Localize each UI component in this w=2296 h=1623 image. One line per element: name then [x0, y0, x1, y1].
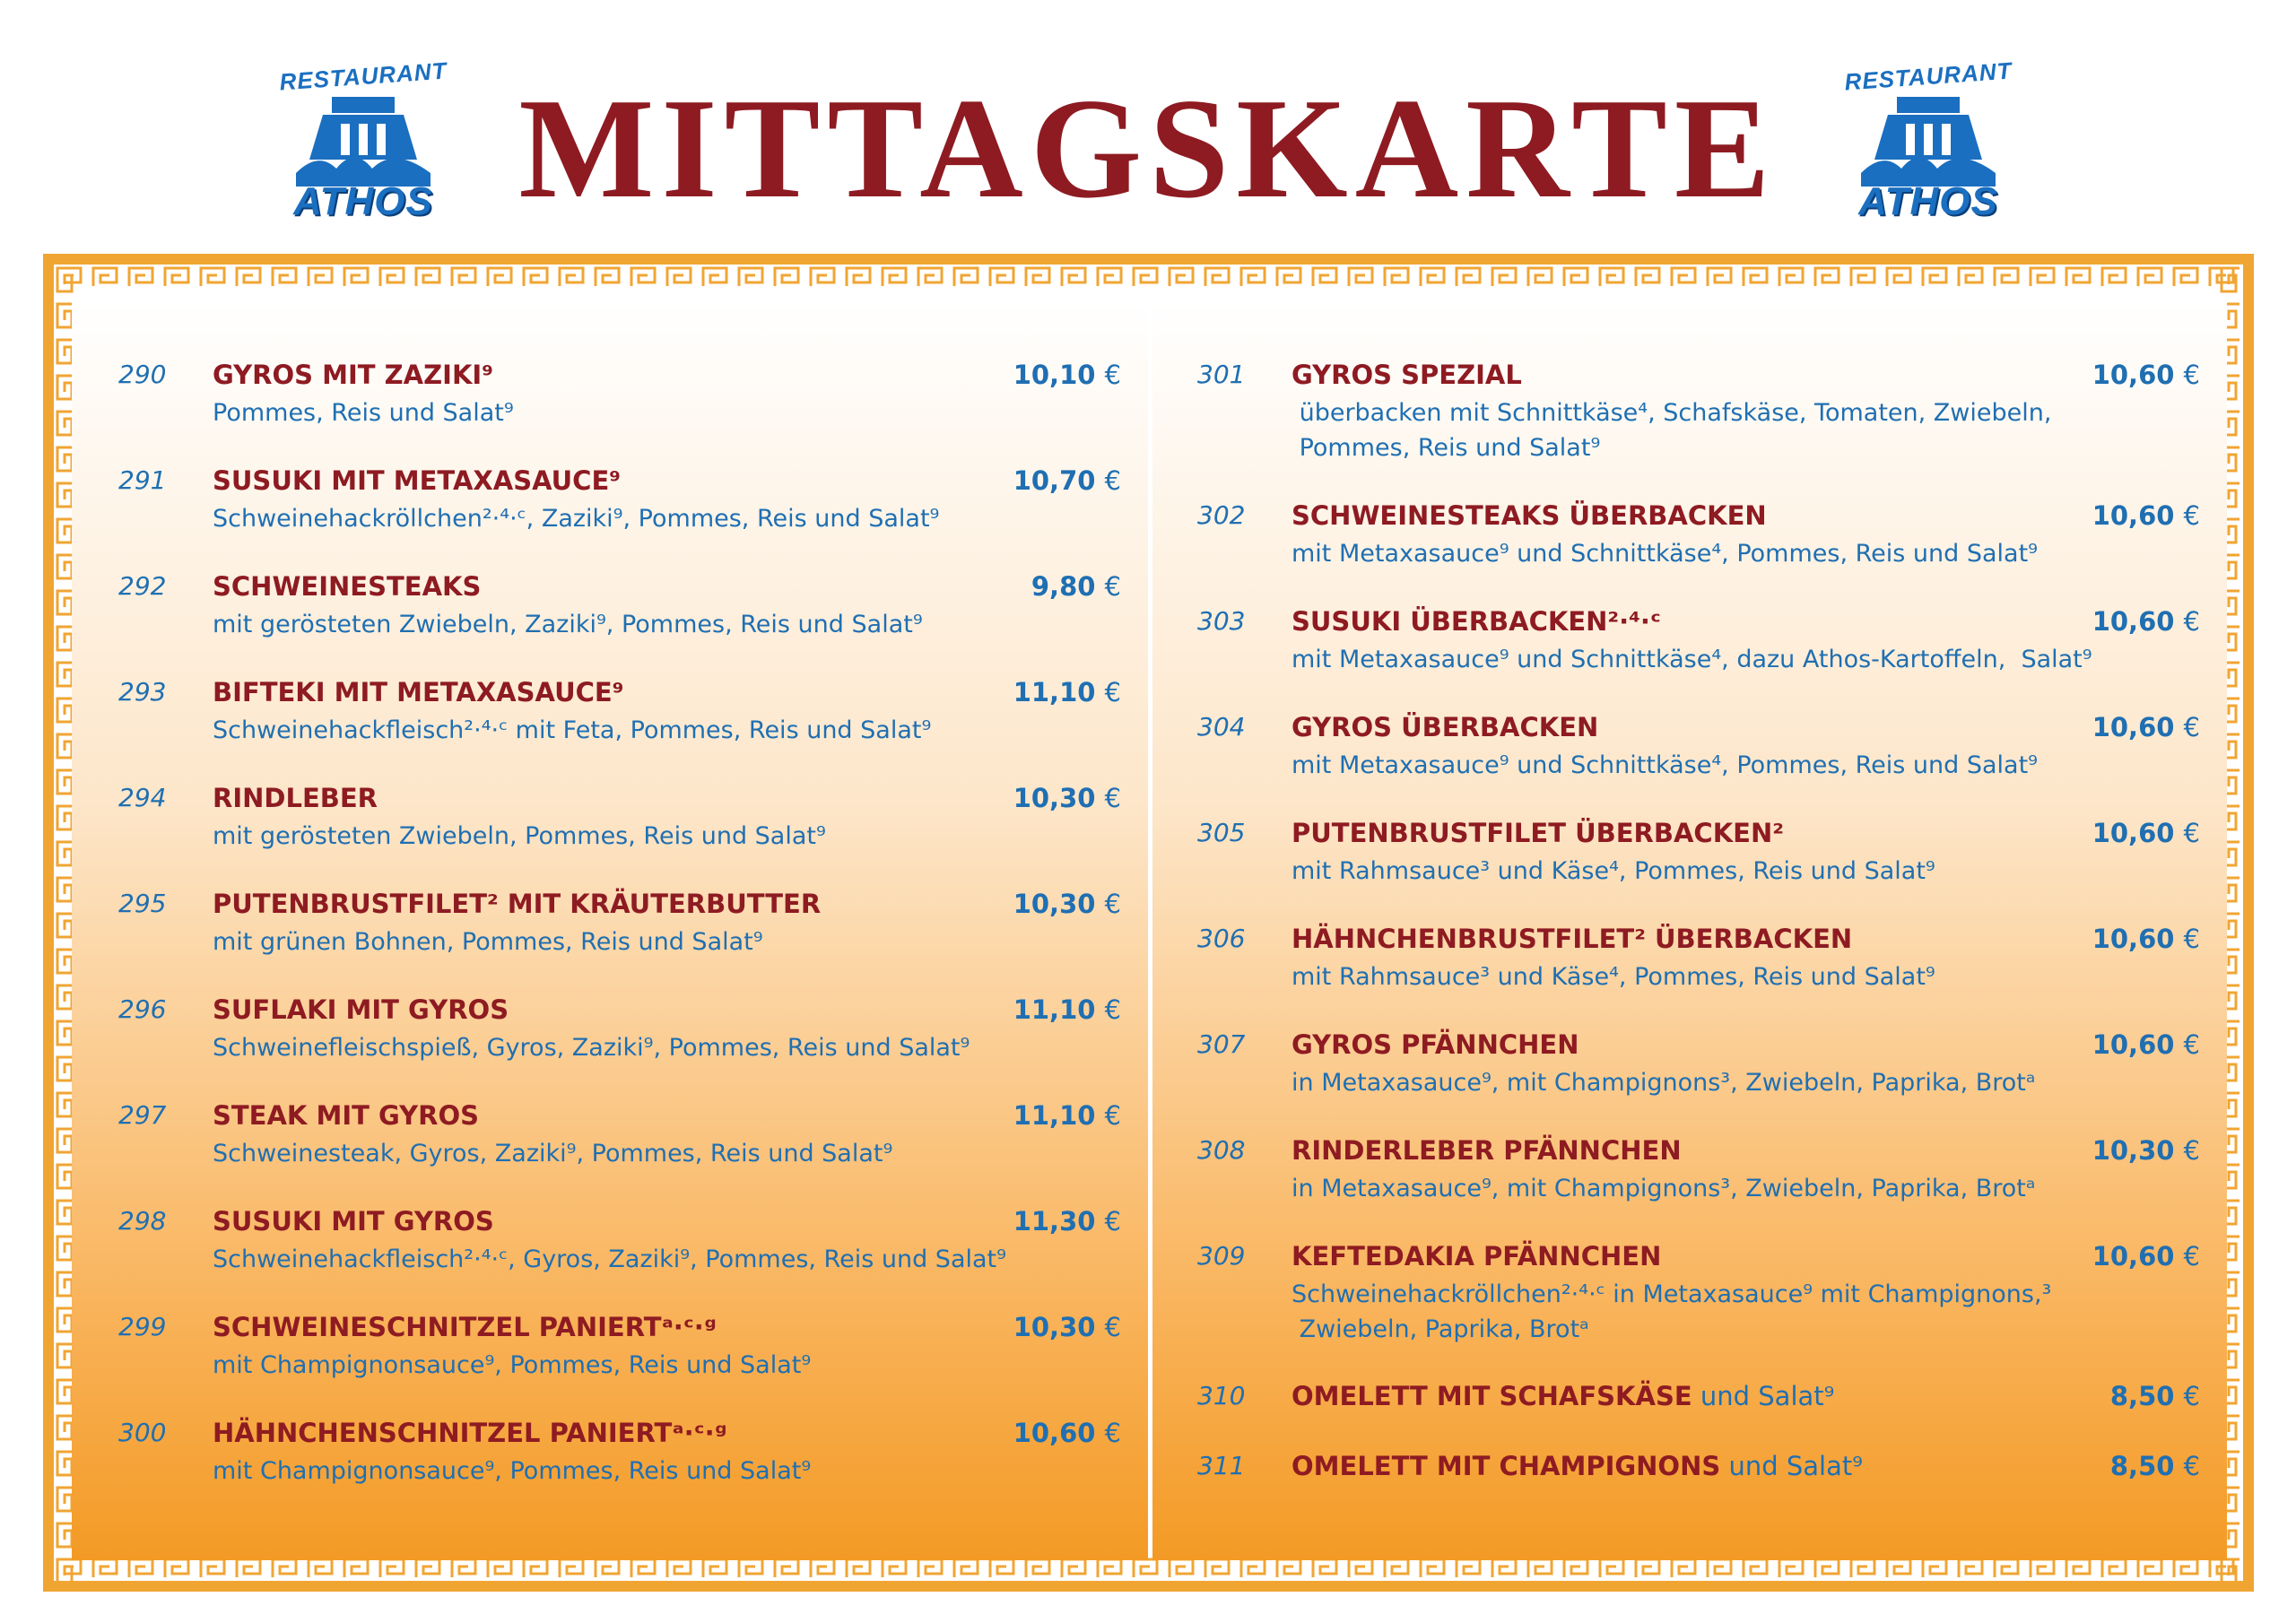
- item-description: mit Metaxasauce⁹ und Schnittkäse⁴, Pommes, Reis und Salat⁹: [1292, 540, 2039, 568]
- item-price: [1013, 465, 1121, 496]
- item-name-text: GYROS MIT ZAZIKI⁹: [213, 360, 493, 390]
- item-name: [213, 994, 509, 1025]
- item-name: [213, 465, 621, 496]
- menu-item: [118, 994, 1121, 1075]
- currency-symbol: €: [2183, 1241, 2200, 1271]
- currency-symbol: €: [2183, 1451, 2200, 1481]
- logo-bottom-text: ATHOS: [1858, 179, 1998, 223]
- item-name: [213, 1418, 727, 1448]
- price-value: 10,30: [2092, 1135, 2175, 1166]
- price-value: 11,30: [1013, 1206, 1096, 1237]
- item-description: Schweinehackfleisch²·⁴·ᶜ mit Feta, Pommes, Reis und Salat⁹: [213, 716, 932, 744]
- currency-symbol: €: [2183, 818, 2200, 848]
- item-name-text: PUTENBRUSTFILET ÜBERBACKEN²: [1292, 818, 1784, 848]
- price-value: 10,60: [1013, 1418, 1096, 1448]
- menu-item: [1197, 924, 2200, 1004]
- item-description: mit Metaxasauce⁹ und Schnittkäse⁴, Pommes, Reis und Salat⁹: [1292, 751, 2039, 779]
- item-description: mit gerösteten Zwiebeln, Zaziki⁹, Pommes, Reis und Salat⁹: [213, 611, 923, 638]
- currency-symbol: €: [2183, 1381, 2200, 1411]
- item-name: [1292, 1241, 1661, 1271]
- item-price: [1031, 571, 1121, 602]
- item-number: 306: [1197, 924, 1246, 953]
- price-value: 10,30: [1013, 783, 1096, 813]
- item-number: 311: [1197, 1451, 1246, 1480]
- item-price: [2092, 1029, 2200, 1060]
- menu-item: [118, 677, 1121, 758]
- menu-item: [118, 1206, 1121, 1287]
- currency-symbol: €: [2183, 1029, 2200, 1060]
- menu-item: [1197, 1029, 2200, 1110]
- item-name-text: STEAK MIT GYROS: [213, 1100, 480, 1131]
- item-description: mit Champignonsauce⁹, Pommes, Reis und Salat⁹: [213, 1457, 812, 1485]
- item-name: [1292, 818, 1784, 848]
- item-description: Pommes, Reis und Salat⁹: [1292, 434, 1601, 462]
- item-name: [213, 571, 481, 602]
- price-value: 10,60: [2092, 606, 2175, 637]
- item-name: [213, 1206, 494, 1237]
- item-number: 304: [1197, 712, 1246, 742]
- currency-symbol: €: [1104, 677, 1121, 707]
- currency-symbol: €: [1104, 1100, 1121, 1131]
- temple-icon: [291, 88, 435, 187]
- item-price: [2110, 1451, 2200, 1481]
- item-name: [213, 1100, 479, 1131]
- item-name-extra: und Salat⁹: [1720, 1451, 1863, 1481]
- restaurant-logo-left: [278, 56, 448, 224]
- item-description: mit gerösteten Zwiebeln, Pommes, Reis und Salat⁹: [213, 822, 826, 850]
- item-price: [1013, 1206, 1121, 1237]
- item-name-text: SCHWEINESCHNITZEL PANIERTᵃ·ᶜ·ᵍ: [213, 1312, 717, 1342]
- menu-item: [118, 1418, 1121, 1498]
- item-number: 301: [1197, 360, 1246, 389]
- currency-symbol: €: [1104, 465, 1121, 496]
- item-name: [213, 360, 493, 390]
- item-price: [1013, 360, 1121, 390]
- currency-symbol: €: [1104, 1312, 1121, 1342]
- item-name-text: HÄHNCHENSCHNITZEL PANIERTᵃ·ᶜ·ᵍ: [213, 1418, 727, 1448]
- item-name: [213, 1312, 717, 1342]
- item-price: [2092, 606, 2200, 637]
- price-value: 10,60: [2092, 818, 2175, 848]
- item-price: [2110, 1381, 2200, 1411]
- item-description: Schweinehackfleisch²·⁴·ᶜ, Gyros, Zaziki⁹, Pommes, Reis und Salat⁹: [213, 1245, 1006, 1273]
- price-value: 10,60: [2092, 712, 2175, 742]
- menu-item: [1197, 500, 2200, 581]
- item-name-text: GYROS PFÄNNCHEN: [1292, 1029, 1579, 1060]
- item-name-text: BIFTEKI MIT METAXASAUCE⁹: [213, 677, 624, 707]
- item-price: [2092, 924, 2200, 954]
- item-price: [2092, 1135, 2200, 1166]
- item-price: [1013, 783, 1121, 813]
- menu-item: [1197, 1135, 2200, 1216]
- price-value: 10,60: [2092, 924, 2175, 954]
- item-name: [1292, 1029, 1579, 1060]
- item-description: in Metaxasauce⁹, mit Champignons³, Zwiebeln, Paprika, Brotᵃ: [1292, 1175, 2036, 1202]
- currency-symbol: €: [2183, 924, 2200, 954]
- item-number: 290: [118, 360, 167, 389]
- page-title: MITTAGSKARTE: [518, 68, 1778, 228]
- item-number: 310: [1197, 1381, 1246, 1410]
- price-value: 11,10: [1013, 994, 1096, 1025]
- item-number: 307: [1197, 1029, 1246, 1059]
- item-name-text: SUFLAKI MIT GYROS: [213, 994, 509, 1025]
- price-value: 10,30: [1013, 1312, 1096, 1342]
- item-name-text: GYROS SPEZIAL: [1292, 360, 1522, 390]
- item-name-text: RINDLEBER: [213, 783, 378, 813]
- item-name-text: GYROS ÜBERBACKEN: [1292, 712, 1599, 742]
- item-description: in Metaxasauce⁹, mit Champignons³, Zwiebeln, Paprika, Brotᵃ: [1292, 1069, 2036, 1097]
- item-name: [1292, 606, 1661, 637]
- item-number: 299: [118, 1312, 167, 1341]
- currency-symbol: €: [2183, 500, 2200, 531]
- item-description: Schweinesteak, Gyros, Zaziki⁹, Pommes, Reis und Salat⁹: [213, 1140, 893, 1167]
- menu-item: [118, 783, 1121, 864]
- item-number: 300: [118, 1418, 167, 1447]
- price-value: 10,30: [1013, 889, 1096, 919]
- item-description: Zwiebeln, Paprika, Brotᵃ: [1292, 1315, 1589, 1343]
- price-value: 10,60: [2092, 1241, 2175, 1271]
- item-number: 295: [118, 889, 167, 918]
- item-price: [1013, 1418, 1121, 1448]
- currency-symbol: €: [2183, 712, 2200, 742]
- item-name-text: RINDERLEBER PFÄNNCHEN: [1292, 1135, 1682, 1166]
- logo-bottom-text: ATHOS: [293, 179, 433, 223]
- price-value: 11,10: [1013, 677, 1096, 707]
- item-name: [1292, 1135, 1682, 1166]
- menu-item: [1197, 360, 2200, 462]
- menu-item: [118, 1312, 1121, 1393]
- currency-symbol: €: [2183, 1135, 2200, 1166]
- menu-item: [118, 889, 1121, 969]
- item-name-text: SUSUKI MIT METAXASAUCE⁹: [213, 465, 621, 496]
- currency-symbol: €: [1104, 1206, 1121, 1237]
- price-value: 8,50: [2109, 1381, 2175, 1411]
- menu-item: [1197, 1241, 2200, 1343]
- item-price: [2092, 712, 2200, 742]
- menu-item: [118, 571, 1121, 652]
- item-name: [1292, 1451, 1863, 1481]
- item-name: [1292, 1381, 1834, 1411]
- price-value: 8,50: [2109, 1451, 2175, 1481]
- item-name-text: SUSUKI MIT GYROS: [213, 1206, 494, 1237]
- currency-symbol: €: [2183, 360, 2200, 390]
- menu-item: [1197, 606, 2200, 687]
- item-number: 308: [1197, 1135, 1246, 1165]
- item-number: 298: [118, 1206, 167, 1236]
- item-price: [2092, 1241, 2200, 1271]
- item-name-text: HÄHNCHENBRUSTFILET² ÜBERBACKEN: [1292, 924, 1853, 954]
- item-description: Pommes, Reis und Salat⁹: [213, 399, 514, 427]
- item-name-text: SCHWEINESTEAKS ÜBERBACKEN: [1292, 500, 1767, 531]
- temple-icon: [1857, 88, 2000, 187]
- item-name: [1292, 712, 1598, 742]
- menu-column-left: [72, 300, 1148, 1560]
- menu-column-right: [1152, 300, 2227, 1560]
- item-price: [1013, 994, 1121, 1025]
- item-name: [213, 677, 623, 707]
- price-value: 10,10: [1013, 360, 1096, 390]
- price-value: 10,70: [1013, 465, 1096, 496]
- item-number: 297: [118, 1100, 167, 1130]
- menu-item: [1197, 1381, 2200, 1462]
- item-name-text: OMELETT MIT CHAMPIGNONS: [1292, 1451, 1721, 1481]
- price-value: 9,80: [1031, 571, 1096, 602]
- item-number: 291: [118, 465, 167, 495]
- item-name: [213, 783, 378, 813]
- item-name-text: SCHWEINESTEAKS: [213, 571, 482, 602]
- logo-top-text: RESTAURANT: [278, 56, 448, 96]
- meander-top: [54, 265, 2243, 290]
- item-number: 302: [1197, 500, 1246, 530]
- item-number: 293: [118, 677, 167, 707]
- currency-symbol: €: [1104, 994, 1121, 1025]
- item-price: [2092, 360, 2200, 390]
- item-description: mit Champignonsauce⁹, Pommes, Reis und Salat⁹: [213, 1351, 812, 1379]
- item-price: [1013, 889, 1121, 919]
- item-price: [2092, 818, 2200, 848]
- item-price: [1013, 1100, 1121, 1131]
- menu-item: [118, 465, 1121, 546]
- currency-symbol: €: [1104, 571, 1121, 602]
- item-name: [1292, 924, 1852, 954]
- item-description: überbacken mit Schnittkäse⁴, Schafskäse, Tomaten, Zwiebeln,: [1292, 399, 2052, 427]
- currency-symbol: €: [2183, 606, 2200, 637]
- item-description: mit Metaxasauce⁹ und Schnittkäse⁴, dazu Athos-Kartoffeln, Salat⁹: [1292, 646, 2092, 673]
- item-price: [1013, 1312, 1121, 1342]
- item-price: [2092, 500, 2200, 531]
- item-name: [1292, 360, 1522, 390]
- item-description: mit Rahmsauce³ und Käse⁴, Pommes, Reis und Salat⁹: [1292, 963, 1935, 991]
- menu-item: [1197, 712, 2200, 793]
- item-number: 292: [118, 571, 167, 601]
- menu-item: [1197, 818, 2200, 898]
- restaurant-logo-right: [1843, 56, 2013, 224]
- item-description: mit Rahmsauce³ und Käse⁴, Pommes, Reis und Salat⁹: [1292, 857, 1935, 885]
- item-number: 296: [118, 994, 167, 1024]
- item-name-text: SUSUKI ÜBERBACKEN²·⁴·ᶜ: [1292, 606, 1661, 637]
- item-name-text: PUTENBRUSTFILET² MIT KRÄUTERBUTTER: [213, 889, 822, 919]
- item-number: 294: [118, 783, 167, 812]
- item-description: Schweinefleischspieß, Gyros, Zaziki⁹, Pommes, Reis und Salat⁹: [213, 1034, 970, 1062]
- item-price: [1013, 677, 1121, 707]
- item-name-text: OMELETT MIT SCHAFSKÄSE: [1292, 1381, 1692, 1411]
- price-value: 10,60: [2092, 500, 2175, 531]
- price-value: 11,10: [1013, 1100, 1096, 1131]
- menu-item: [118, 360, 1121, 440]
- currency-symbol: €: [1104, 360, 1121, 390]
- item-description: mit grünen Bohnen, Pommes, Reis und Salat⁹: [213, 928, 763, 956]
- item-name: [213, 889, 821, 919]
- item-description: Schweinehackröllchen²·⁴·ᶜ in Metaxasauce⁹ mit Champignons,³: [1292, 1280, 2052, 1308]
- item-name-extra: und Salat⁹: [1692, 1381, 1835, 1411]
- currency-symbol: €: [1104, 1418, 1121, 1448]
- menu-item: [118, 1100, 1121, 1181]
- item-name-text: KEFTEDAKIA PFÄNNCHEN: [1292, 1241, 1662, 1271]
- item-number: 305: [1197, 818, 1246, 847]
- item-number: 303: [1197, 606, 1246, 636]
- currency-symbol: €: [1104, 889, 1121, 919]
- logo-top-text: RESTAURANT: [1843, 56, 2013, 96]
- price-value: 10,60: [2092, 360, 2175, 390]
- item-description: Schweinehackröllchen²·⁴·ᶜ, Zaziki⁹, Pommes, Reis und Salat⁹: [213, 505, 940, 533]
- price-value: 10,60: [2092, 1029, 2175, 1060]
- menu-item: [1197, 1451, 2200, 1532]
- currency-symbol: €: [1104, 783, 1121, 813]
- item-name: [1292, 500, 1767, 531]
- item-number: 309: [1197, 1241, 1246, 1271]
